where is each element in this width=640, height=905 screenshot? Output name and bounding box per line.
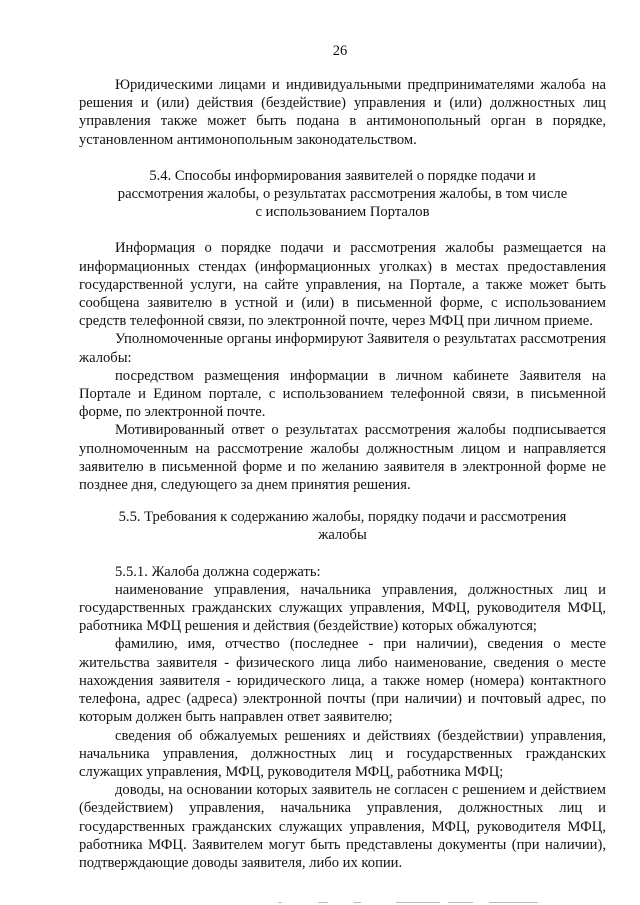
spacer [79,149,606,167]
spacer [79,221,606,239]
section-5-4-paragraph: Уполномоченные органы информируют Заявителя о результатах рассмотрения жалобы: [79,331,606,366]
scan-mark [448,902,473,903]
section-5-5-paragraph: сведения об обжалуемых решениях и действиях (бездействии) управления, начальника управления, должностных лиц и государственных гражданских служащих управления, МФЦ, руководителя МФЦ, работника МФЦ; [79,727,606,780]
section-5-4-paragraph: посредством размещения информации в личном кабинете Заявителя на Портале и Едином портале, с использованием телефонной связи, в письменной форме, по электронной почте. [79,367,606,421]
section-5-5-paragraph: доводы, на основании которых заявитель не согласен с решением и действием (бездействием) управления, начальника управления, должностных лиц и государственных гражданских служащих управления, МФЦ, руководителя МФЦ, работника МФЦ. Заявителем могут быть представлены документы (при наличии), подтверждающие доводы заявителя, либо их копии. [79,782,606,871]
section-5-5-paragraph: наименование управления, начальника управления, должностных лиц и государственных гражданских служащих управления, МФЦ, руководителя МФЦ, работника МФЦ решения и действия (бездействие) которых обжалуются; [79,581,606,635]
page-number: 26 [332,43,348,59]
scan-mark [489,902,538,903]
document-body [79,76,606,872]
scan-mark [278,902,282,903]
section-5-5-heading: 5.5. Требования к содержанию жалобы, порядку подачи и рассмотрения жалобы [118,509,567,544]
spacer [79,545,606,563]
spacer [79,494,606,508]
section-5-4-paragraph: Мотивированный ответ о результатах рассмотрения жалобы подписывается уполномоченным на рассмотрение жалобы должностным лицом и направляется заявителю в письменной форме и по желанию заявителя в электронной форме не позднее дня, следующего за днем принятия решения. [79,422,606,494]
section-5-5-paragraph: 5.5.1. Жалоба должна содержать: [115,563,321,580]
scan-mark [354,902,361,903]
section-5-4-paragraph: Информация о порядке подачи и рассмотрения жалобы размещается на информационных стендах (информационных уголках) в местах предоставления государственной услуги, на сайте управления, на Портале, а также может быть сообщена заявителю в устной и (или) в письменной форме, с использованием средств телефонной связи, по электронной почте, через МФЦ при личном приеме. [79,240,606,330]
scan-mark [396,902,440,903]
intro-paragraph: Юридическими лицами и индивидуальными предпринимателями жалоба на решения и (или) действия (бездействие) управления и (или) должностных лиц управления также может быть подана в антимонопольный орган в порядке, установленном антимонопольным законодательством. [79,77,606,148]
section-5-5-paragraph: фамилию, имя, отчество (последнее - при наличии), сведения о месте жительства заявителя - физического лица либо наименование, сведения о месте нахождения заявителя - юридического лица, а также номер (номера) контактного телефона, адрес (адреса) электронной почты (при наличии) и почтовый адрес, по которым должен быть направлен ответ заявителю; [79,636,606,726]
section-5-4-heading: 5.4. Способы информирования заявителей о порядке подачи и рассмотрения жалобы, о результатах рассмотрения жалобы, в том числе с использованием Порталов [117,167,568,221]
scan-mark [318,902,328,903]
scan-artifacts [0,895,640,905]
